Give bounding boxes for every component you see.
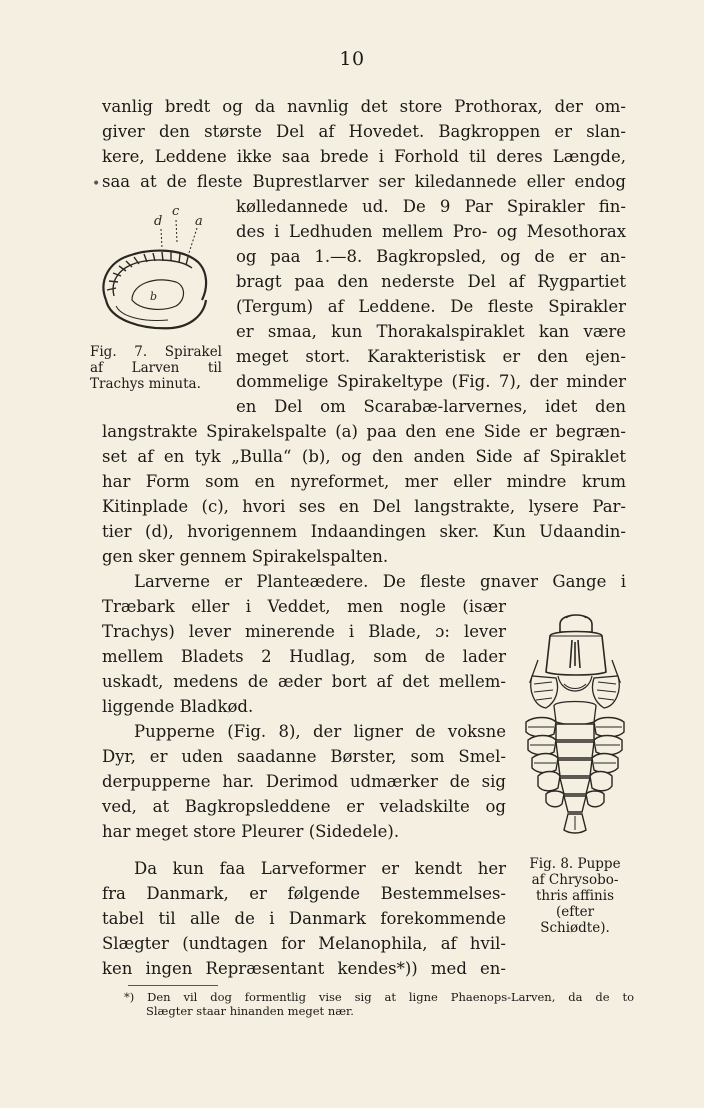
svg-text:a: a — [195, 214, 203, 229]
figure-7-spiracle — [92, 196, 222, 338]
body-line: liggende Bladkød. — [102, 697, 254, 716]
svg-text:b: b — [150, 290, 158, 303]
body-line: en Del om Scarabæ-larvernes, idet den — [236, 397, 626, 416]
body-line: meget stort. Karakteristisk er den ejen- — [236, 347, 626, 366]
body-line: Pupperne (Fig. 8), der ligner de voksne — [134, 722, 506, 741]
body-line: uskadt, medens de æder bort af det mellem- — [102, 672, 506, 691]
figure-7-label-d — [154, 214, 162, 229]
caption-line: Schiødte). — [540, 920, 610, 936]
footnote-line: Slægter staar hinanden meget nær. — [146, 1004, 354, 1018]
body-line: giver den største Del af Hovedet. Bagkroppen er slan- — [102, 122, 626, 141]
caption-line: af Larven til — [90, 360, 222, 376]
body-line: vanlig bredt og da navnlig det store Prothorax, der om- — [102, 97, 626, 116]
body-line: mellem Bladets 2 Hudlag, som de lader — [102, 647, 506, 666]
body-line: fra Danmark, er følgende Bestemmelses- — [102, 884, 506, 903]
body-line: Larverne er Planteædere. De fleste gnaver Gange i — [134, 572, 626, 591]
body-line: set af en tyk „Bulla“ (b), og den anden Side af Spiraklet — [102, 447, 626, 466]
body-line: Slægter (undtagen for Melanophila, af hvil- — [102, 934, 506, 953]
body-line: Da kun faa Larveformer er kendt her — [134, 859, 506, 878]
body-line: derpupperne har. Derimod udmærker de sig — [102, 772, 506, 791]
body-line: ken ingen Repræsentant kendes*)) med en- — [102, 959, 506, 978]
body-line: kere, Leddene ikke saa brede i Forhold til deres Længde, — [102, 147, 626, 166]
figure-8-caption — [514, 856, 636, 936]
page-number: 10 — [339, 48, 365, 70]
body-line: Træbark eller i Veddet, men nogle (især — [102, 597, 506, 616]
body-line: tabel til alle de i Danmark forekommende — [102, 909, 506, 928]
footnote-rule — [128, 985, 218, 986]
body-line: saa at de fleste Buprestlarver ser kiledannede eller endog — [102, 172, 626, 191]
body-line: kølledannede ud. De 9 Par Spirakler fin- — [236, 197, 626, 216]
caption-line: thris affinis — [535, 888, 614, 904]
caption-line: af Chrysobo- — [531, 872, 619, 888]
caption-line: Trachys minuta. — [90, 376, 201, 392]
body-line: des i Ledhuden mellem Pro- og Mesothorax — [236, 222, 626, 241]
figure-8-pupa — [520, 606, 630, 838]
body-line: og paa 1.—8. Bagkropsled, og de er an- — [236, 247, 626, 266]
body-line: Dyr, er uden saadanne Børster, som Smel- — [102, 747, 506, 766]
stray-mark: • — [92, 176, 101, 192]
body-line: dommelige Spirakeltype (Fig. 7), der minder — [236, 372, 626, 391]
caption-line: Fig. 8. Puppe — [529, 856, 621, 872]
footnote-line: *) Den vil dog formentlig vise sig at ligne Phaenops-Larven, da de to — [124, 990, 634, 1004]
body-line: tier (d), hvorigennem Indaandingen sker. Kun Udaandin- — [102, 522, 626, 541]
body-line: Kitinplade (c), hvori ses en Del langstrakte, lysere Par- — [102, 497, 626, 516]
svg-text:c: c — [172, 204, 180, 219]
body-line: har meget store Pleurer (Sidedele). — [102, 822, 400, 841]
body-line: er smaa, kun Thorakalspiraklet kan være — [236, 322, 626, 341]
caption-line: Fig. 7. Spirakel — [90, 344, 222, 360]
figure-7-caption — [90, 344, 222, 392]
body-line: bragt paa den nederste Del af Rygpartiet — [236, 272, 626, 291]
body-line: Trachys) lever minerende i Blade, ɔ: lever — [102, 622, 506, 641]
body-line: langstrakte Spirakelspalte (a) paa den ene Side er begræn- — [102, 422, 626, 441]
svg-text:d: d — [154, 214, 163, 229]
figure-7-label-c — [172, 204, 180, 219]
body-line: har Form som en nyreformet, mer eller mindre krum — [102, 472, 626, 491]
body-line: ved, at Bagkropsleddene er veladskilte og — [102, 797, 506, 816]
body-line: (Tergum) af Leddene. De fleste Spirakler — [236, 297, 626, 316]
figure-7-label-a — [195, 214, 203, 229]
caption-line: (efter — [555, 904, 595, 920]
body-line: gen sker gennem Spirakelspalten. — [102, 547, 389, 566]
